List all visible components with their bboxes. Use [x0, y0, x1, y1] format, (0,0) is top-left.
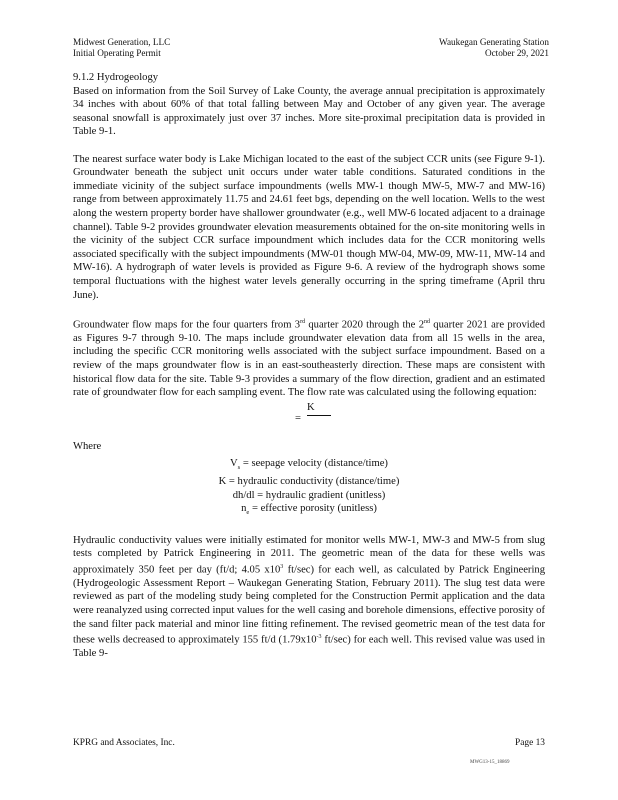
superscript: -3: [316, 634, 322, 641]
footer-company: KPRG and Associates, Inc.: [73, 738, 175, 748]
text-run: Hydraulic conductivity values were initially estimated for monitor wells MW-1, MW-3 and MW-5 from slug tests completed by Patrick Engineering in 2011. The geometric mean of the data for these wells was approximately 350 feet per day (ft/d; 4.05 x10: [73, 534, 545, 576]
definition-text: = effective porosity (unitless): [249, 503, 377, 515]
paragraph-surface-water: The nearest surface water body is Lake Michigan located to the east of the subject CCR units (see Figure 9-1). Groundwater beneath the subject unit occurs under water table conditions. Saturated conditions in the immediate vicinity of the subject surface impoundments (wells MW-1 though MW-5, MW-7 and MW-16) range from between approximately 11.75 and 24.61 feet bgs, depending on the well location. Wells to the west along the western property border have shallower groundwater (e.g., well MW-6 located adjacent to a drainage channel). Table 9-2 provides groundwater elevation measurements obtained for the on-site monitoring wells in the vicinity of the subject CCR surface impoundment which includes data for the CCR monitoring wells associated specifically with the subject impoundments (MW-01 though MW-04, MW-09, MW-11, MW-14 and MW-16). A hydrograph of water levels is provided as Figure 9-6. A review of the hydrograph shows some temporal fluctuations with the highest water levels generally occurring in the spring timeframe (April thru June).: [73, 153, 545, 301]
paragraph-flow-maps: [73, 316, 545, 400]
definition-hydraulic-conductivity: K = hydraulic conductivity (distance/time): [218, 476, 400, 488]
header-date: October 29, 2021: [484, 48, 549, 58]
definition-seepage-velocity: [73, 457, 545, 475]
superscript: 3: [280, 563, 284, 570]
footer-page-number: Page 13: [515, 738, 545, 748]
bates-number: MWG13-15_18869: [470, 760, 510, 765]
where-label: Where: [73, 440, 102, 452]
superscript: rd: [300, 318, 306, 325]
definition-effective-porosity: [73, 502, 545, 520]
superscript: nd: [424, 318, 430, 325]
variable-definitions: [73, 457, 545, 520]
page-header-left: [73, 37, 170, 59]
header-company: Midwest Generation, LLC: [73, 37, 171, 47]
text-run: ft/sec) for each well, as calculated by Patrick Engineering (Hydrogeologic Assessment Report – Waukegan Generating Station, February 2011). The slug test data were reviewed as part of the modeling study being completed for the Construction Permit application and the data were reanalyzed using corrected input values for the well casing and borehole dimensions, effective porosity of the sand filter pack material and minor line fitting refinement. The revised geometric mean of the test data for these wells decreased to approximately 155 ft/d (1.79x10: [73, 564, 545, 646]
flow-equation: [73, 400, 545, 434]
definition-text: = seepage velocity (distance/time): [240, 458, 388, 470]
header-permit: Initial Operating Permit: [73, 48, 161, 58]
paragraph-precipitation: Based on information from the Soil Survey of Lake County, the average annual precipitation is approximately 34 inches with about 60% of that total falling between May and October of any given year. The average seasonal snowfall is approximately just over 37 inches. More site-proximal precipitation data is provided in Table 9-1.: [73, 85, 545, 138]
equation-equals: =: [295, 412, 301, 424]
section-heading: 9.1.2 Hydrogeology: [73, 72, 159, 83]
text-run: Groundwater flow maps for the four quarters from 3: [73, 319, 301, 331]
page-header-right: [439, 37, 549, 59]
symbol: V: [230, 458, 238, 470]
symbol: n: [241, 503, 247, 515]
subscript: s: [237, 464, 241, 472]
text-run: ft/sec) for each well. This revised value was used in Table 9-: [73, 634, 545, 660]
paragraph-hydraulic-conductivity: [73, 534, 545, 661]
text-run: quarter 2020 through the 2: [305, 319, 424, 331]
subscript: e: [246, 509, 250, 517]
equation-numerator: K: [307, 401, 331, 417]
definition-hydraulic-gradient: dh/dl = hydraulic gradient (unitless): [232, 489, 386, 501]
document-body: [73, 71, 545, 661]
header-station: Waukegan Generating Station: [439, 37, 549, 47]
text-run: quarter 2021 are provided as Figures 9-7 through 9-10. The maps include groundwater elevation data from all 15 wells in the area, including the specific CCR monitoring wells associated with the subject surface impoundment. Based on a review of the maps groundwater flow is in an east-southeasterly direction. These maps are consistent with historical flow data for the site. Table 9-3 provides a summary of the flow direction, gradient and an estimated rate of groundwater flow for each sampling event. The flow rate was calculated using the following equation:: [73, 319, 545, 399]
